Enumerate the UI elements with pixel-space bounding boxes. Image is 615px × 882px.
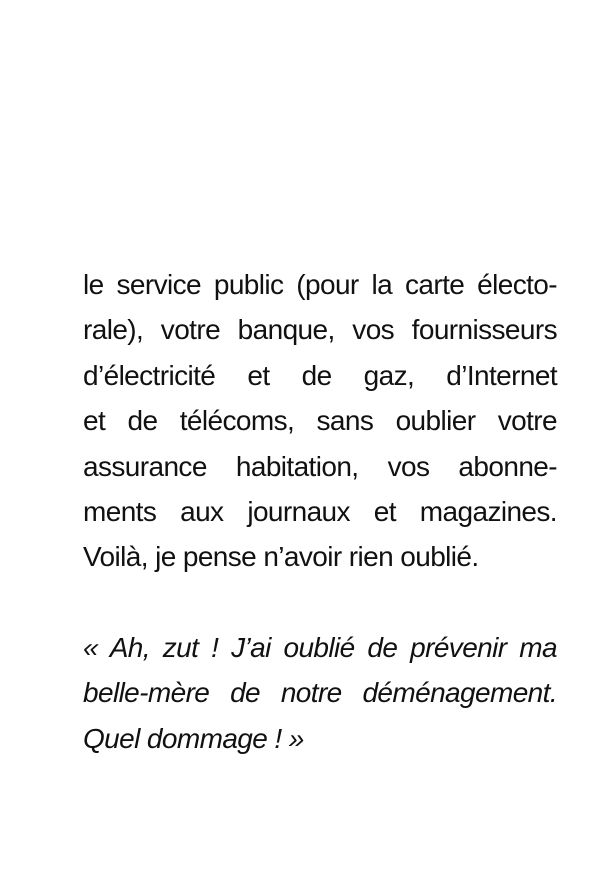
text-line: d’électricité et de gaz, d’Internet bbox=[83, 359, 557, 391]
quote-line: Quel dommage ! » bbox=[83, 722, 304, 754]
text-line: Voilà, je pense n’avoir rien oublié. bbox=[83, 541, 479, 573]
text-line: le service public (pour la carte électo- bbox=[83, 269, 557, 300]
text-line: assurance habitation, vos abonne- bbox=[83, 450, 557, 482]
body-paragraph bbox=[83, 262, 557, 580]
text-line: et de télécoms, sans oublier votre bbox=[83, 405, 557, 437]
quote-paragraph bbox=[83, 625, 557, 761]
quote-line: belle-mère de notre déménagement. bbox=[83, 677, 557, 709]
text-line: rale), votre banque, vos fournisseurs bbox=[83, 314, 557, 346]
text-line: ments aux journaux et magazines. bbox=[83, 495, 557, 527]
quote-line: « Ah, zut ! J’ai oublié de prévenir ma bbox=[83, 632, 557, 663]
